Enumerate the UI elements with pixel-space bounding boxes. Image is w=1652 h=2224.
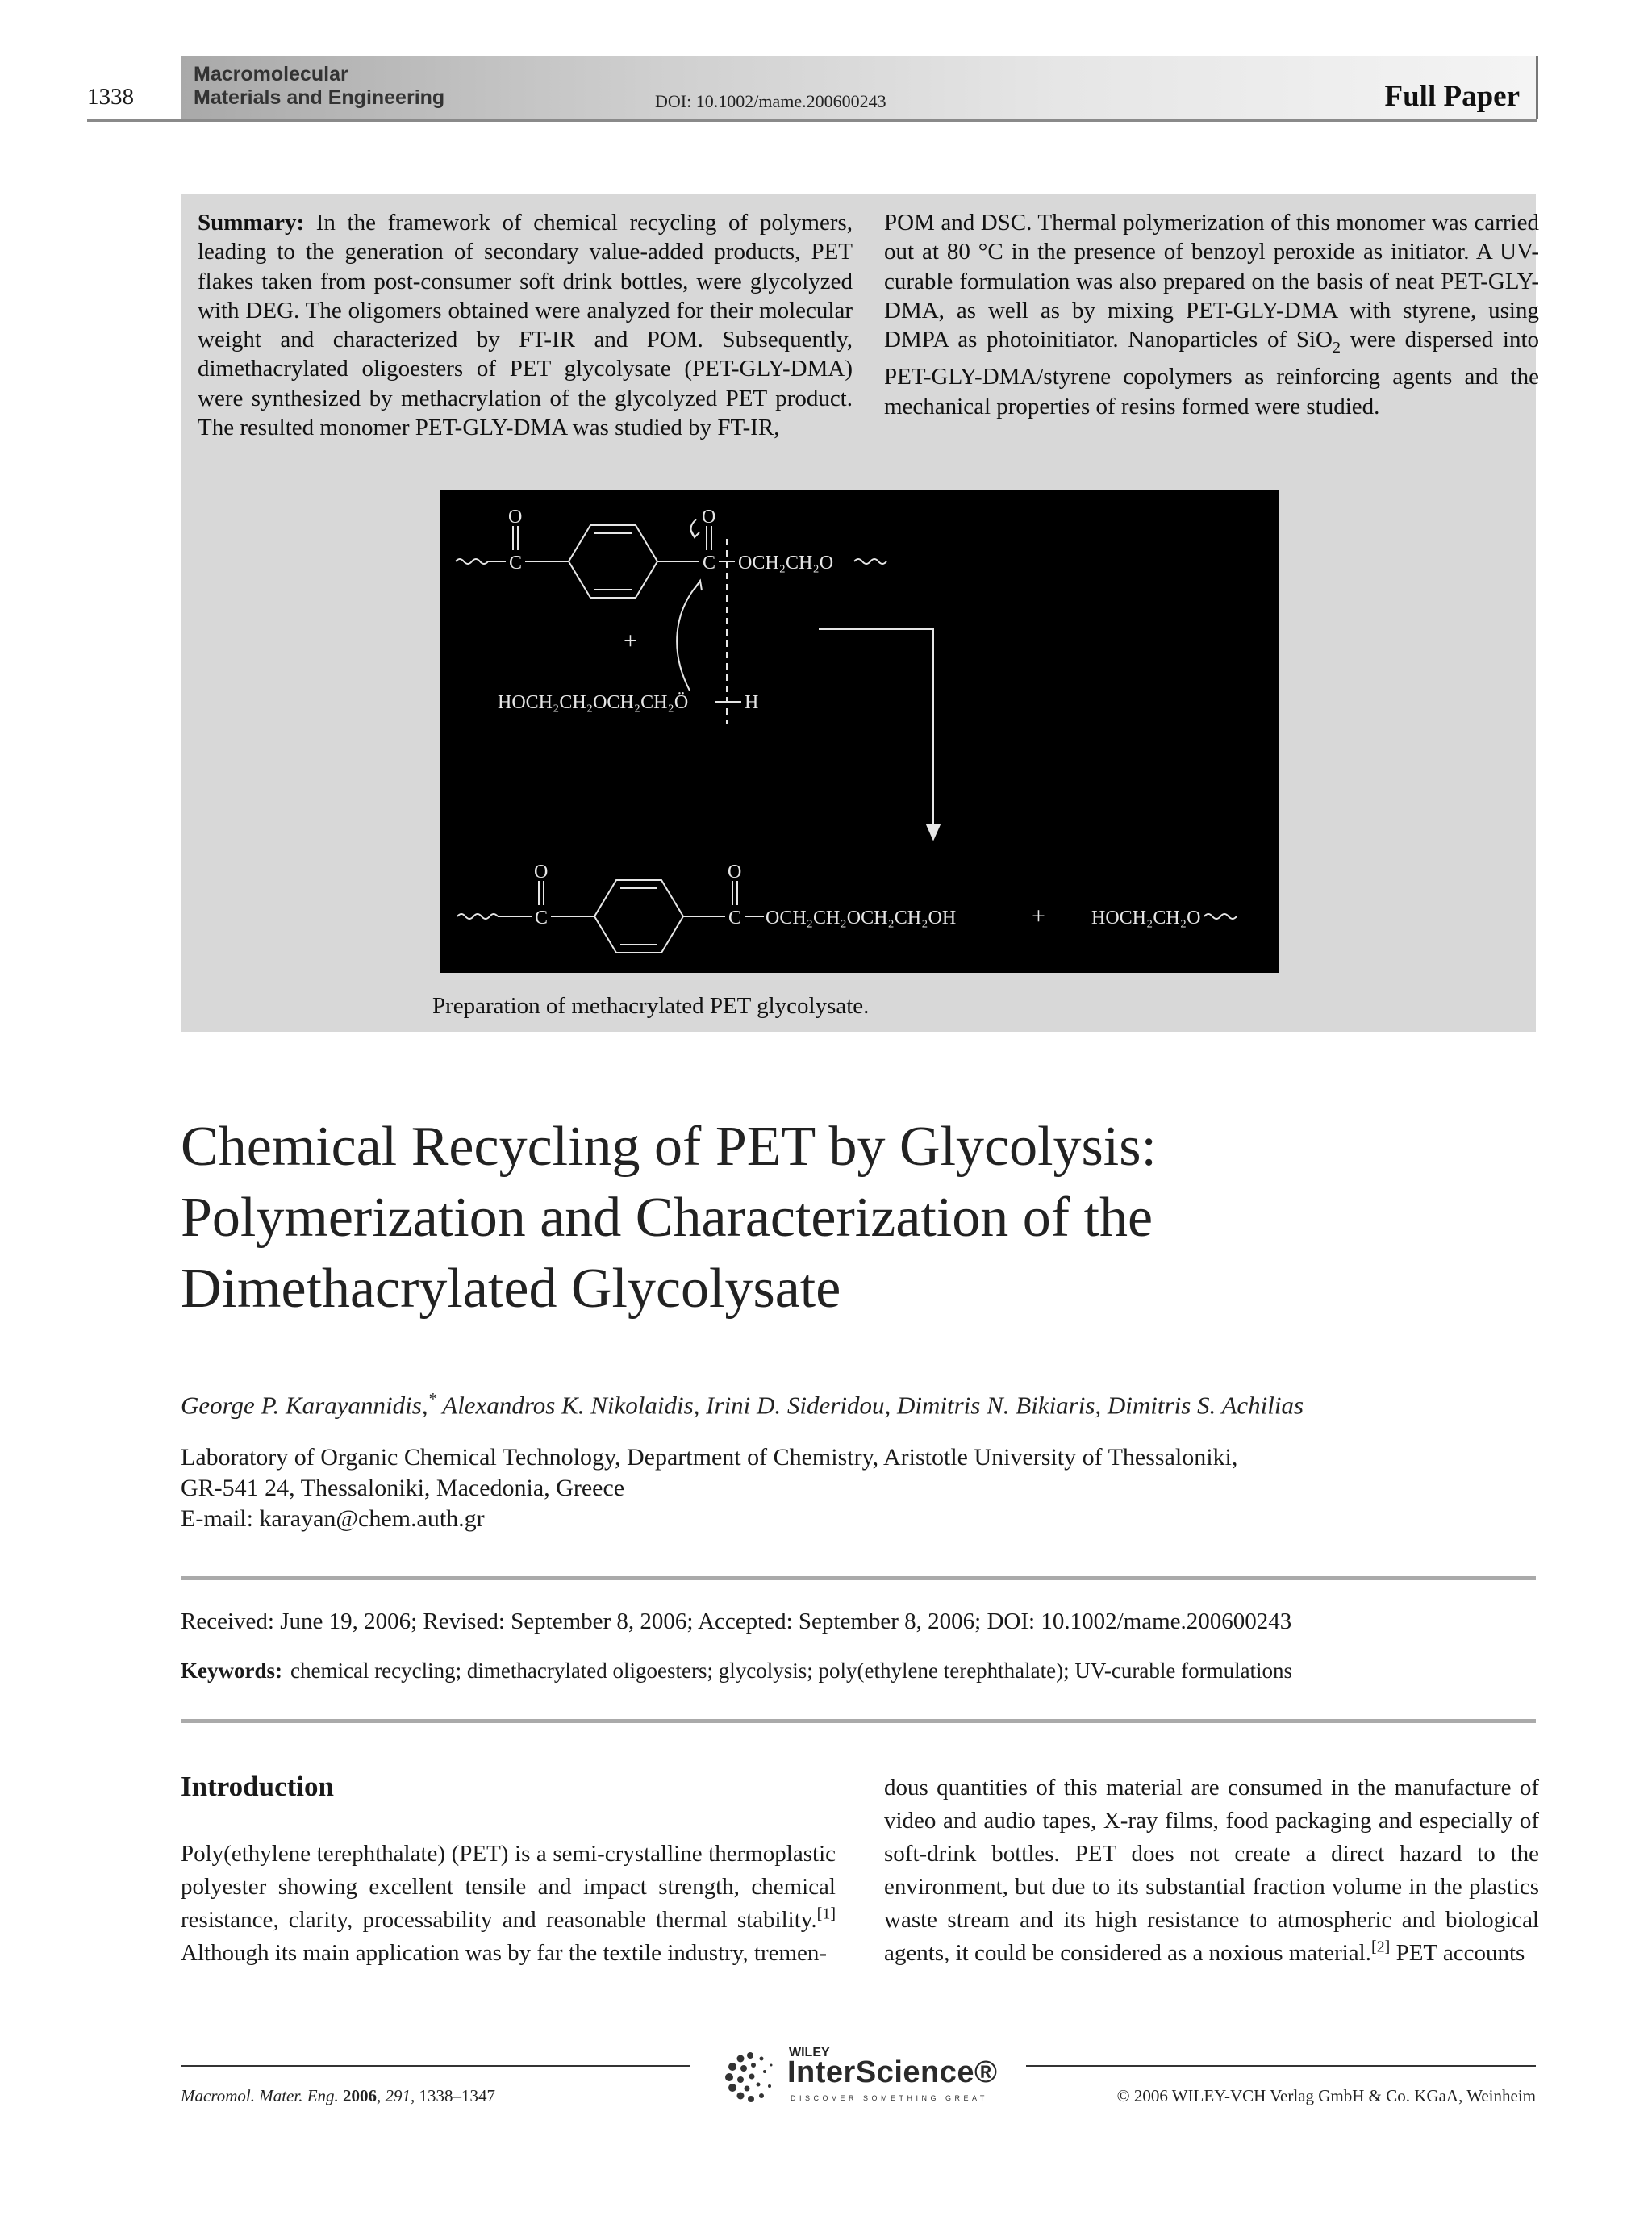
oxygen-label-4: O bbox=[728, 862, 742, 883]
pet-chain-top bbox=[456, 507, 886, 598]
reaction-scheme bbox=[440, 490, 1279, 973]
title-line-3: Dimethacrylated Glycolysate bbox=[181, 1258, 841, 1320]
summary-left-text: In the framework of chemical recycling of polymers, leading to the generation of secondary value-added products, PET flakes taken from post-consumer soft drink bottles, were glycolyzed with DEG. The oligomers obtained were analyzed for their molecular weight and characterized by FT-IR and POM. Subsequently, dimethacrylated oligoesters of PET glycolysate (PET-GLY-DMA) were synthesized by methacrylation of the glycolyzed PET product. The resulted monomer PET-GLY-DMA was studied by FT-IR, bbox=[198, 210, 853, 441]
oxygen-label-2: O bbox=[702, 507, 716, 528]
oxygen-label-1: O bbox=[508, 507, 523, 528]
carbon-label-3: C bbox=[535, 908, 549, 928]
author-email: E-mail: karayan@chem.auth.gr bbox=[181, 1505, 485, 1532]
globe-icon bbox=[718, 2044, 786, 2112]
introduction-right-column bbox=[884, 1771, 1539, 1970]
introduction-left-column bbox=[181, 1838, 836, 1970]
divider-rule bbox=[181, 1576, 1536, 1580]
carbon-label-2: C bbox=[703, 553, 716, 574]
corresponding-mark: * bbox=[428, 1389, 437, 1408]
keywords bbox=[181, 1659, 1292, 1684]
hydrogen-label: H bbox=[745, 692, 759, 713]
scheme-caption: Preparation of methacrylated PET glycolysate. bbox=[432, 993, 870, 1019]
summary-right-text-2: were dispersed into PET-GLY-DMA/styrene copolymers as reinforcing agents and the mechanical properties of resins formed were studied. bbox=[884, 327, 1539, 419]
section-label: Full Paper bbox=[1384, 80, 1520, 113]
footer-volume: 291, bbox=[385, 2086, 415, 2105]
intro-left-text-1: Poly(ethylene terephthalate) (PET) is a semi-crystalline thermoplastic polyester showing excellent tensile and impact strength, chemical resistance, clarity, processability and reasonable thermal stability. bbox=[181, 1841, 836, 1933]
header-doi: DOI: 10.1002/mame.200600243 bbox=[655, 91, 886, 111]
intro-right-text-2: PET accounts bbox=[1390, 1940, 1525, 1966]
reference-1: [1] bbox=[816, 1905, 836, 1923]
title-line-1: Chemical Recycling of PET by Glycolysis: bbox=[181, 1116, 1157, 1178]
summary-left-column bbox=[198, 208, 853, 442]
product-chain bbox=[457, 862, 956, 953]
footer-rule-right bbox=[1026, 2065, 1536, 2067]
footer-journal: Macromol. Mater. Eng. bbox=[181, 2086, 339, 2105]
reference-2: [2] bbox=[1371, 1938, 1391, 1956]
other-authors: Alexandros K. Nikolaidis, Irini D. Sideridou, Dimitris N. Bikiaris, Dimitris S. Achilias bbox=[436, 1391, 1304, 1420]
affiliation-line-2: GR-541 24, Thessaloniki, Macedonia, Greece bbox=[181, 1475, 625, 1501]
summary-subscript: 2 bbox=[1332, 338, 1341, 357]
summary-label: Summary: bbox=[198, 210, 305, 236]
summary-right-text-1: POM and DSC. Thermal polymerization of this monomer was carried out at 80 °C in the presence of benzoyl peroxide as initiator. A UV-curable formulation was also prepared on the basis of neat PET-GLY-DMA, as well as by mixing PET-GLY-DMA with styrene, using DMPA as photoinitiator. Nanoparticles of SiO bbox=[884, 210, 1539, 353]
product-chain-label: OCH₂CH₂OCH₂CH₂OH bbox=[766, 908, 957, 928]
logo-tagline: DISCOVER SOMETHING GREAT bbox=[791, 2094, 988, 2102]
process-arrow bbox=[819, 629, 933, 826]
keywords-label: Keywords: bbox=[181, 1659, 282, 1683]
carbon-label-4: C bbox=[728, 908, 742, 928]
footer-year: 2006 bbox=[343, 2086, 378, 2105]
ester-chain-label: OCH₂CH₂O bbox=[738, 553, 834, 574]
attack-arrow bbox=[677, 582, 699, 691]
logo-name-text: InterScience® bbox=[787, 2055, 998, 2089]
plus-sign-1: + bbox=[624, 628, 637, 654]
byproduct-label: HOCH₂CH₂O bbox=[1091, 908, 1201, 928]
summary-right-column bbox=[884, 208, 1539, 421]
footer-rule-left bbox=[181, 2065, 690, 2067]
header-rule bbox=[87, 119, 1537, 122]
received-dates: Received: June 19, 2006; Revised: September 8, 2006; Accepted: September 8, 2006; DOI: 10.1002/mame.200600243 bbox=[181, 1609, 1292, 1634]
journal-name bbox=[194, 63, 444, 110]
footer-copyright: © 2006 WILEY-VCH Verlag GmbH & Co. KGaA, Weinheim bbox=[1116, 2086, 1536, 2105]
deg-label: HOCH₂CH₂OCH₂CH₂Ö bbox=[498, 692, 689, 713]
logo-wiley-text: WILEY bbox=[789, 2046, 830, 2059]
page-number: 1338 bbox=[87, 84, 134, 110]
plus-sign-2: + bbox=[1032, 903, 1045, 929]
interscience-logo bbox=[718, 2044, 1008, 2112]
divider-rule bbox=[181, 1719, 1536, 1723]
journal-name-line2: Materials and Engineering bbox=[194, 86, 445, 109]
title-line-2: Polymerization and Characterization of the bbox=[181, 1187, 1153, 1249]
affiliation-line-1: Laboratory of Organic Chemical Technology, Department of Chemistry, Aristotle University of Thessaloniki, bbox=[181, 1444, 1238, 1471]
first-author: George P. Karayannidis, bbox=[181, 1391, 428, 1420]
journal-name-line1: Macromolecular bbox=[194, 63, 348, 86]
carbon-label-1: C bbox=[509, 553, 523, 574]
oxygen-label-3: O bbox=[534, 862, 549, 883]
footer-citation: Macromol. Mater. Eng. 2006, 291, 1338–1347 bbox=[181, 2086, 496, 2105]
affiliation bbox=[181, 1442, 1237, 1534]
author-list bbox=[181, 1389, 1304, 1420]
intro-left-text-2: Although its main application was by far the textile industry, tremen- bbox=[181, 1940, 828, 1966]
paper-title bbox=[181, 1112, 1552, 1325]
introduction-heading: Introduction bbox=[181, 1771, 334, 1802]
footer-pages: 1338–1347 bbox=[415, 2086, 496, 2105]
intro-right-text-1: dous quantities of this material are consumed in the manufacture of video and audio tapes, X-ray films, food packaging and especially of soft-drink bottles. PET does not create a direct hazard to the environment, but due to its substantial fraction volume in the plastics waste stream and its high resistance to atmospheric and biological agents, it could be considered as a noxious material. bbox=[884, 1775, 1539, 1966]
keywords-text: chemical recycling; dimethacrylated oligoesters; glycolysis; poly(ethylene terephthalate); UV-curable formulations bbox=[290, 1659, 1293, 1683]
